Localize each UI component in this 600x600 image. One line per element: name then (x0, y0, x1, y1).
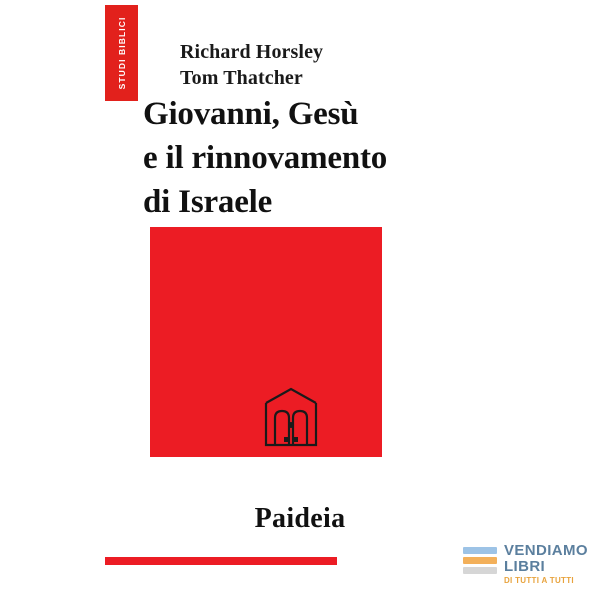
title-line-1: Giovanni, Gesù (143, 96, 359, 132)
book-cover (105, 5, 495, 590)
watermark-bar-orange (463, 557, 497, 564)
watermark-line-3: DI TUTTI A TUTTI (503, 576, 574, 586)
series-label: STUDI BIBLICI (116, 16, 127, 90)
author-block (180, 39, 480, 92)
watermark-bars-icon (463, 543, 497, 574)
watermark-line-2: LIBRI (503, 558, 546, 576)
author-name-1: Richard Horsley (180, 41, 324, 63)
bottom-red-rule (105, 557, 337, 565)
vendiamo-libri-watermark (463, 543, 588, 586)
publisher-name: Paideia (254, 503, 346, 534)
watermark-bar-blue (463, 547, 497, 554)
watermark-bar-grey (463, 567, 497, 574)
temple-emblem-icon (262, 385, 320, 449)
page-title (143, 93, 493, 225)
title-line-3: di Israele (143, 183, 273, 220)
series-band (105, 5, 138, 101)
watermark-line-1: VENDIAMO (503, 542, 588, 559)
watermark-text (504, 543, 588, 586)
red-square-graphic (150, 227, 382, 457)
title-line-2: e il rinnovamento (143, 139, 388, 176)
author-name-2: Tom Thatcher (180, 67, 303, 90)
